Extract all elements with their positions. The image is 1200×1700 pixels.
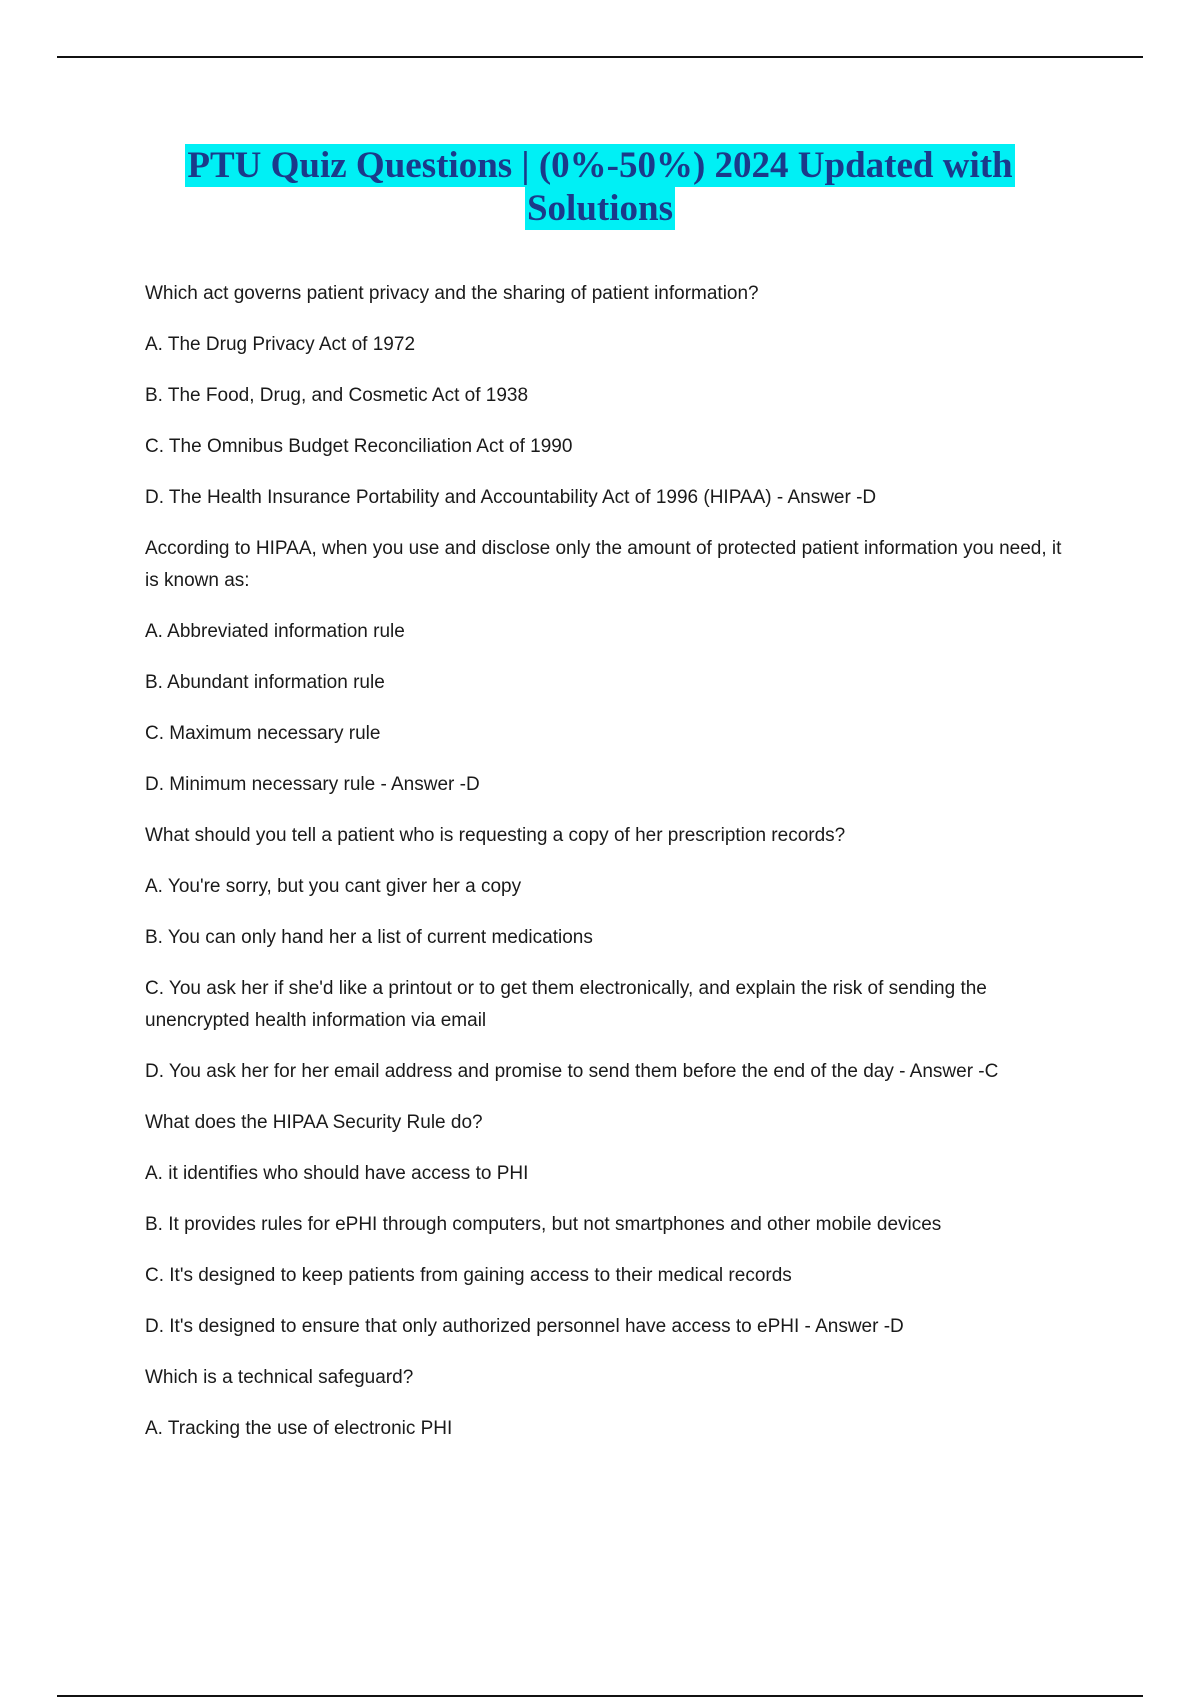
top-rule bbox=[57, 56, 1143, 58]
q1-option-b: B. The Food, Drug, and Cosmetic Act of 1938 bbox=[145, 385, 529, 406]
q1-option-a: A. The Drug Privacy Act of 1972 bbox=[145, 334, 416, 355]
q3-option-d-answer: D. You ask her for her email address and promise to send them before the end of the day - Answer -C bbox=[145, 1061, 999, 1082]
title-line-1: PTU Quiz Questions | (0%-50%) 2024 Updated with bbox=[187, 145, 1013, 186]
q2-option-b: B. Abundant information rule bbox=[145, 672, 385, 693]
q4-option-a: A. it identifies who should have access to PHI bbox=[145, 1163, 529, 1184]
question-5: Which is a technical safeguard? bbox=[145, 1367, 414, 1388]
q4-option-b: B. It provides rules for ePHI through computers, but not smartphones and other mobile devices bbox=[145, 1214, 942, 1235]
quiz-content bbox=[145, 278, 1075, 1464]
q3-option-a: A. You're sorry, but you cant giver her a copy bbox=[145, 876, 522, 897]
q5-option-a: A. Tracking the use of electronic PHI bbox=[145, 1418, 453, 1439]
page-title bbox=[0, 144, 1200, 230]
q2-option-a: A. Abbreviated information rule bbox=[145, 621, 405, 642]
q2-option-d-answer: D. Minimum necessary rule - Answer -D bbox=[145, 774, 480, 795]
question-3: What should you tell a patient who is requesting a copy of her prescription records? bbox=[145, 825, 846, 846]
bottom-rule bbox=[57, 1695, 1143, 1697]
q3-option-c: C. You ask her if she'd like a printout or to get them electronically, and explain the risk of sending the unencrypted health information via email bbox=[145, 978, 987, 1031]
title-line-2: Solutions bbox=[526, 188, 673, 229]
question-1: Which act governs patient privacy and the sharing of patient information? bbox=[145, 283, 759, 304]
q3-option-b: B. You can only hand her a list of current medications bbox=[145, 927, 593, 948]
question-4: What does the HIPAA Security Rule do? bbox=[145, 1112, 483, 1133]
question-2: According to HIPAA, when you use and disclose only the amount of protected patient information you need, it is known as: bbox=[145, 538, 1062, 591]
q4-option-c: C. It's designed to keep patients from gaining access to their medical records bbox=[145, 1265, 792, 1286]
q1-option-d-answer: D. The Health Insurance Portability and Accountability Act of 1996 (HIPAA) - Answer -D bbox=[145, 487, 877, 508]
q1-option-c: C. The Omnibus Budget Reconciliation Act of 1990 bbox=[145, 436, 573, 457]
q4-option-d-answer: D. It's designed to ensure that only authorized personnel have access to ePHI - Answer -D bbox=[145, 1316, 904, 1337]
q2-option-c: C. Maximum necessary rule bbox=[145, 723, 381, 744]
